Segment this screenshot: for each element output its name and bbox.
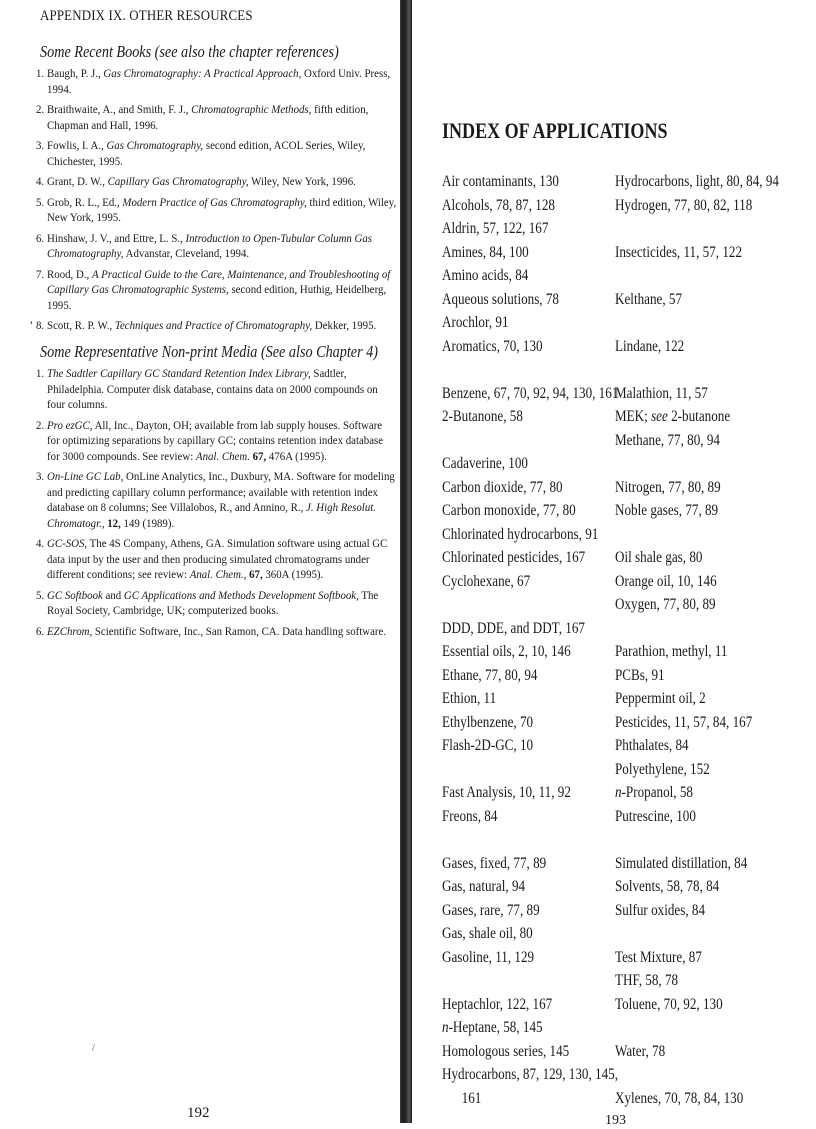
index-entry: [442, 264, 581, 288]
index-entry-text: Toluene, 70, 92, 130: [615, 995, 723, 1013]
reference-number: 3.: [36, 469, 45, 483]
media-reference: [36, 624, 397, 640]
index-entry-text: Heptachlor, 122, 167: [442, 995, 553, 1013]
index-entry-text: 161: [461, 1089, 482, 1107]
reference-publisher: third edition, Wiley, New York, 1995.: [47, 194, 397, 224]
index-entry-text: Gases, fixed, 77, 89: [442, 854, 547, 872]
index-entry-text: -Propanol, 58: [621, 784, 693, 801]
index-entry: [615, 781, 779, 805]
index-entry-text: Polyethylene, 152: [615, 760, 710, 778]
index-entry-text: Gases, rare, 77, 89: [442, 901, 540, 919]
reference-number: 7.: [36, 266, 45, 281]
index-entry: [442, 993, 581, 1017]
index-spacer: [615, 1016, 779, 1040]
index-entry-target: 2-butanone: [667, 408, 731, 425]
books-list: [29, 66, 397, 334]
index-entry-text: Hydrogen, 77, 80, 82, 118: [615, 196, 753, 214]
index-spacer: [615, 264, 779, 288]
media-journal: GC Applications and Methods Development Softbook,: [123, 587, 359, 602]
index-entry: [442, 499, 581, 523]
media-citation: 149 (1989).: [120, 515, 175, 530]
reference-title: Techniques and Practice of Chromatography,: [114, 318, 313, 332]
reference-number: 3.: [36, 138, 45, 152]
reference-number: 5.: [36, 194, 45, 209]
media-description: and: [102, 587, 124, 602]
media-title: GC-SOS,: [47, 536, 88, 550]
index-spacer: [615, 828, 779, 852]
index-entry: [615, 664, 779, 688]
index-entry: [442, 570, 581, 594]
media-volume: 12,: [104, 515, 121, 530]
index-entry: [615, 241, 779, 265]
index-entry: [442, 382, 619, 406]
index-entry-text: Solvents, 58, 78, 84: [615, 878, 720, 895]
index-entry: [615, 758, 779, 782]
media-reference: [36, 588, 397, 619]
index-entry: [442, 640, 581, 664]
index-entry-text: Ethylbenzene, 70: [442, 713, 534, 731]
index-entry-text: Cadaverine, 100: [442, 455, 528, 472]
index-entry: [615, 687, 779, 711]
books-section-title: Some Recent Books (see also the chapter references): [40, 42, 339, 61]
book-reference: [36, 174, 397, 190]
index-entry-italic: n: [442, 1019, 449, 1036]
index-entry: [442, 899, 581, 923]
page-number-right: 193: [605, 1113, 626, 1128]
index-entry: [442, 335, 581, 359]
index-spacer: [442, 593, 581, 617]
index-spacer: [615, 311, 779, 335]
index-entry: [442, 734, 581, 758]
reference-number: 5.: [36, 587, 45, 602]
index-entry-text: Test Mixture, 87: [615, 948, 702, 966]
reference-authors: Hinshaw, J. V., and Ettre, L. S.,: [47, 230, 186, 245]
reference-authors: Scott, R. P. W.,: [47, 318, 115, 332]
media-title: EZChrom,: [47, 623, 93, 638]
book-gutter: [400, 0, 412, 1123]
book-reference: [36, 231, 397, 262]
media-description: The 4S Company, Athens, GA. Simulation software using actual GC data input by the user and then producing simulated chromatograms under different conditions; see review:: [47, 536, 388, 581]
index-entry: [442, 946, 581, 970]
index-entry: [615, 593, 779, 617]
index-entry-text: Ethion, 11: [442, 690, 497, 707]
reference-publisher: Oxford Univ. Press, 1994.: [47, 66, 391, 96]
index-entry-text: Oil shale gas, 80: [615, 549, 703, 566]
index-entry: [615, 1040, 779, 1064]
book-reference: [36, 267, 397, 314]
index-entry-text: Gas, shale oil, 80: [442, 925, 533, 942]
index-entry: [615, 476, 779, 500]
index-entry-text: Pesticides, 11, 57, 84, 167: [615, 713, 753, 731]
index-entry: [615, 499, 779, 523]
index-entry-text: Freons, 84: [442, 807, 498, 825]
media-reference: [36, 366, 397, 413]
index-entry-text: Insecticides, 11, 57, 122: [615, 243, 743, 261]
media-title: The Sadtler Capillary GC Standard Retention Index Library,: [47, 366, 311, 380]
index-spacer: [442, 969, 581, 993]
index-entry: [615, 711, 779, 735]
index-entry: [442, 922, 581, 946]
reference-authors: Braithwaite, A., and Smith, F. J.,: [47, 102, 192, 116]
index-spacer: [615, 523, 779, 547]
index-entry-text: DDD, DDE, and DDT, 167: [442, 619, 585, 637]
media-journal: Anal. Chem.: [195, 448, 250, 463]
reference-number: 8.: [36, 318, 45, 332]
media-description: Scientific Software, Inc., San Ramon, CA. Data handling software.: [92, 623, 387, 638]
index-entry-text: Nitrogen, 77, 80, 89: [615, 478, 721, 496]
index-entry: [615, 570, 779, 594]
index-entry-text: Fast Analysis, 10, 11, 92: [442, 784, 571, 801]
index-entry-text: MEK;: [615, 408, 652, 425]
media-description: OnLine Analytics, Inc., Duxbury, MA. Software for modeling and predicting capillary column performance; available with retention index database on 8 columns; See Villalobos, R., and Annino, R.,: [47, 469, 395, 514]
index-entry: [442, 288, 581, 312]
reference-number: 2.: [36, 102, 45, 116]
index-entry-text: Aqueous solutions, 78: [442, 290, 559, 308]
reference-authors: Rood, D.,: [47, 266, 92, 281]
index-entry-text: Methane, 77, 80, 94: [615, 431, 720, 449]
index-entry-text: Oxygen, 77, 80, 89: [615, 596, 716, 613]
index-entry-text: Gasoline, 11, 129: [442, 948, 535, 966]
media-title: Pro ezGC,: [47, 417, 93, 432]
index-entry: [442, 1016, 581, 1040]
index-entry-text: Water, 78: [615, 1042, 666, 1060]
index-entry-text: Hydrocarbons, 87, 129, 130, 145,: [442, 1066, 619, 1083]
reference-number: 4.: [36, 174, 45, 188]
reference-title: A Practical Guide to the Care, Maintenance, and Troubleshooting of Capillary Gas Chromatographic Systems,: [47, 266, 391, 296]
reference-authors: Grant, D. W.,: [47, 174, 108, 188]
index-entry-text: Aromatics, 70, 130: [442, 337, 543, 355]
right-page: [412, 0, 816, 1128]
index-entry-text: Amino acids, 84: [442, 267, 529, 284]
index-spacer: [442, 758, 581, 782]
index-entry: [442, 546, 586, 570]
index-entry: [442, 523, 599, 547]
reference-number: 1.: [36, 366, 45, 380]
index-entry: [615, 382, 779, 406]
reference-publisher: Wiley, New York, 1996.: [248, 174, 356, 188]
books-section: [29, 42, 397, 339]
page-number-left: 192: [187, 1105, 210, 1121]
index-spacer: [615, 1063, 779, 1087]
index-entry: [615, 852, 779, 876]
index-spacer: [442, 429, 581, 453]
media-citation: 476A (1995).: [266, 448, 327, 463]
reference-title: Modern Practice of Gas Chromatography,: [122, 194, 307, 209]
index-entry-text: Essential oils, 2, 10, 146: [442, 643, 571, 660]
index-entry: [442, 1040, 581, 1064]
reference-authors: Fowlis, I. A.,: [47, 138, 107, 152]
reference-authors: Baugh, P. J.,: [47, 66, 104, 80]
index-entry-text: Noble gases, 77, 89: [615, 502, 719, 519]
index-entry-text: Parathion, methyl, 11: [615, 643, 728, 660]
left-page: [0, 0, 400, 1123]
index-entry-text: Amines, 84, 100: [442, 243, 529, 261]
index-entry-text: Xylenes, 70, 78, 84, 130: [615, 1089, 744, 1107]
index-entry: [442, 805, 581, 829]
reference-number: 4.: [36, 536, 45, 550]
index-entry: [442, 781, 581, 805]
reference-publisher: Dekker, 1995.: [312, 318, 377, 332]
index-entry-text: Cyclohexane, 67: [442, 572, 531, 590]
media-section-title: Some Representative Non-print Media (See also Chapter 4): [40, 342, 378, 361]
media-title: On-Line GC Lab,: [47, 469, 124, 483]
index-entry: [442, 875, 581, 899]
index-entry: [615, 875, 779, 899]
book-reference: [36, 138, 397, 169]
index-entry-text: Arochlor, 91: [442, 314, 509, 331]
index-entry: [442, 311, 581, 335]
media-reference: [36, 418, 397, 465]
index-entry-text: Malathion, 11, 57: [615, 384, 708, 402]
index-entry-text: Orange oil, 10, 146: [615, 572, 717, 590]
index-spacer: [615, 217, 779, 241]
index-entry-text: Flash-2D-GC, 10: [442, 737, 534, 754]
index-column-right: [615, 170, 815, 1110]
book-reference: [36, 66, 397, 97]
reference-number: 6.: [36, 623, 45, 638]
index-column-left: [442, 170, 619, 1110]
media-description: Sadtler, Philadelphia. Computer disk database, contains data on 2000 compounds on four columns.: [47, 366, 378, 411]
index-entry: [442, 241, 581, 265]
index-entry: [442, 1087, 581, 1111]
media-description: All, Inc., Dayton, OH; available from lab supply houses. Software for optimizing separations by capillary GC; contains retention index database for 3000 compounds. See review:: [47, 417, 384, 463]
media-list: [36, 366, 395, 639]
index-entry-text: Homologous series, 145: [442, 1042, 570, 1060]
book-reference: [36, 102, 397, 133]
index-entry: [615, 546, 779, 570]
index-spacer: [615, 452, 779, 476]
index-spacer: [615, 617, 779, 641]
index-entry-text: Phthalates, 84: [615, 737, 689, 754]
reference-publisher: Advanstar, Cleveland, 1994.: [123, 246, 250, 260]
index-entry-text: Aldrin, 57, 122, 167: [442, 220, 549, 237]
index-entry-text: Air contaminants, 130: [442, 173, 559, 190]
media-reference: [36, 536, 397, 583]
index-entry: [442, 687, 581, 711]
index-entry: [442, 476, 581, 500]
index-entry: [615, 429, 779, 453]
media-journal: J. High Resolut. Chromatogr.,: [47, 500, 376, 530]
index-entry: [615, 405, 779, 429]
media-citation: 360A (1995).: [262, 567, 324, 581]
index-entry: [442, 170, 581, 194]
index-entry-text: Lindane, 122: [615, 337, 685, 355]
reference-publisher: second edition, Huthig, Heidelberg, 1995.: [47, 282, 387, 312]
book-reference: [36, 195, 397, 226]
index-entry: [615, 899, 779, 923]
media-volume: 67,: [246, 567, 263, 581]
index-entry: [615, 946, 779, 970]
media-section: [36, 342, 395, 644]
running-head: APPENDIX IX. OTHER RESOURCES: [40, 8, 253, 24]
index-entry-text: Putrescine, 100: [615, 807, 696, 825]
stray-mark: /: [92, 1043, 95, 1054]
index-entry-text: Benzene, 67, 70, 92, 94, 130, 161: [442, 384, 619, 402]
index-entry: [615, 640, 779, 664]
index-entry: [442, 617, 585, 641]
index-entry: [442, 194, 581, 218]
index-spacer: [442, 828, 581, 852]
index-entry: [615, 335, 779, 359]
reference-title: Capillary Gas Chromatography,: [107, 174, 249, 188]
index-entry: [615, 805, 779, 829]
index-entry-text: Peppermint oil, 2: [615, 690, 706, 707]
index-entry-text: Kelthane, 57: [615, 290, 683, 308]
reference-authors: Grob, R. L., Ed.,: [47, 194, 123, 209]
index-entry-text: Gas, natural, 94: [442, 878, 526, 895]
index-entry: [615, 993, 779, 1017]
book-reference: [29, 318, 397, 334]
index-entry: [615, 170, 779, 194]
reference-publisher: second edition, ACOL Series, Wiley, Chichester, 1995.: [47, 138, 366, 168]
index-entry: [442, 852, 581, 876]
index-title: INDEX OF APPLICATIONS: [442, 118, 668, 143]
index-spacer: [442, 358, 581, 382]
reference-publisher: fifth edition, Chapman and Hall, 1996.: [47, 102, 369, 132]
reference-title: Gas Chromatography: A Practical Approach,: [103, 66, 302, 80]
media-volume: 67,: [249, 448, 267, 463]
index-entry-text: Alcohols, 78, 87, 128: [442, 196, 555, 214]
index-entry: [615, 194, 779, 218]
media-reference: [36, 469, 397, 531]
index-entry: [442, 711, 581, 735]
media-title: GC Softbook: [47, 587, 103, 602]
reference-title: Gas Chromatography,: [106, 138, 204, 152]
index-entry-text: PCBs, 91: [615, 666, 665, 684]
index-entry-text: Carbon monoxide, 77, 80: [442, 502, 576, 519]
index-entry: [442, 452, 581, 476]
reference-title: Chromatographic Methods,: [191, 102, 312, 116]
index-entry-text: Hydrocarbons, light, 80, 84, 94: [615, 173, 779, 190]
index-entry-text: Chlorinated hydrocarbons, 91: [442, 525, 599, 543]
index-entry-text: THF, 58, 78: [615, 972, 679, 989]
index-entry: [615, 969, 779, 993]
media-citation: The Royal Society, Cambridge, UK; computerized books.: [47, 587, 379, 617]
index-spacer: [615, 922, 779, 946]
media-journal: Anal. Chem.,: [189, 567, 247, 581]
reference-title: Introduction to Open-Tubular Column Gas Chromatography,: [47, 230, 373, 260]
index-entry-see: see: [651, 408, 668, 425]
index-entry: [442, 217, 581, 241]
reference-number: 2.: [36, 417, 45, 432]
index-entry-italic: n: [615, 784, 622, 801]
index-entry-text: Carbon dioxide, 77, 80: [442, 478, 563, 496]
index-entry: [442, 1063, 619, 1087]
index-entry: [442, 664, 581, 688]
index-entry: [615, 288, 779, 312]
index-entry: [615, 734, 779, 758]
index-entry-text: Simulated distillation, 84: [615, 854, 748, 872]
margin-tick: ’: [29, 318, 34, 332]
index-entry: [615, 1087, 779, 1111]
index-entry-text: -Heptane, 58, 145: [448, 1019, 543, 1036]
index-entry-text: Chlorinated pesticides, 167: [442, 549, 586, 566]
index-entry-text: Sulfur oxides, 84: [615, 901, 706, 919]
index-entry: [442, 405, 581, 429]
reference-number: 1.: [36, 66, 45, 80]
index-entry-text: 2-Butanone, 58: [442, 408, 523, 425]
index-spacer: [615, 358, 779, 382]
reference-number: 6.: [36, 230, 45, 245]
index-entry-text: Ethane, 77, 80, 94: [442, 666, 538, 684]
